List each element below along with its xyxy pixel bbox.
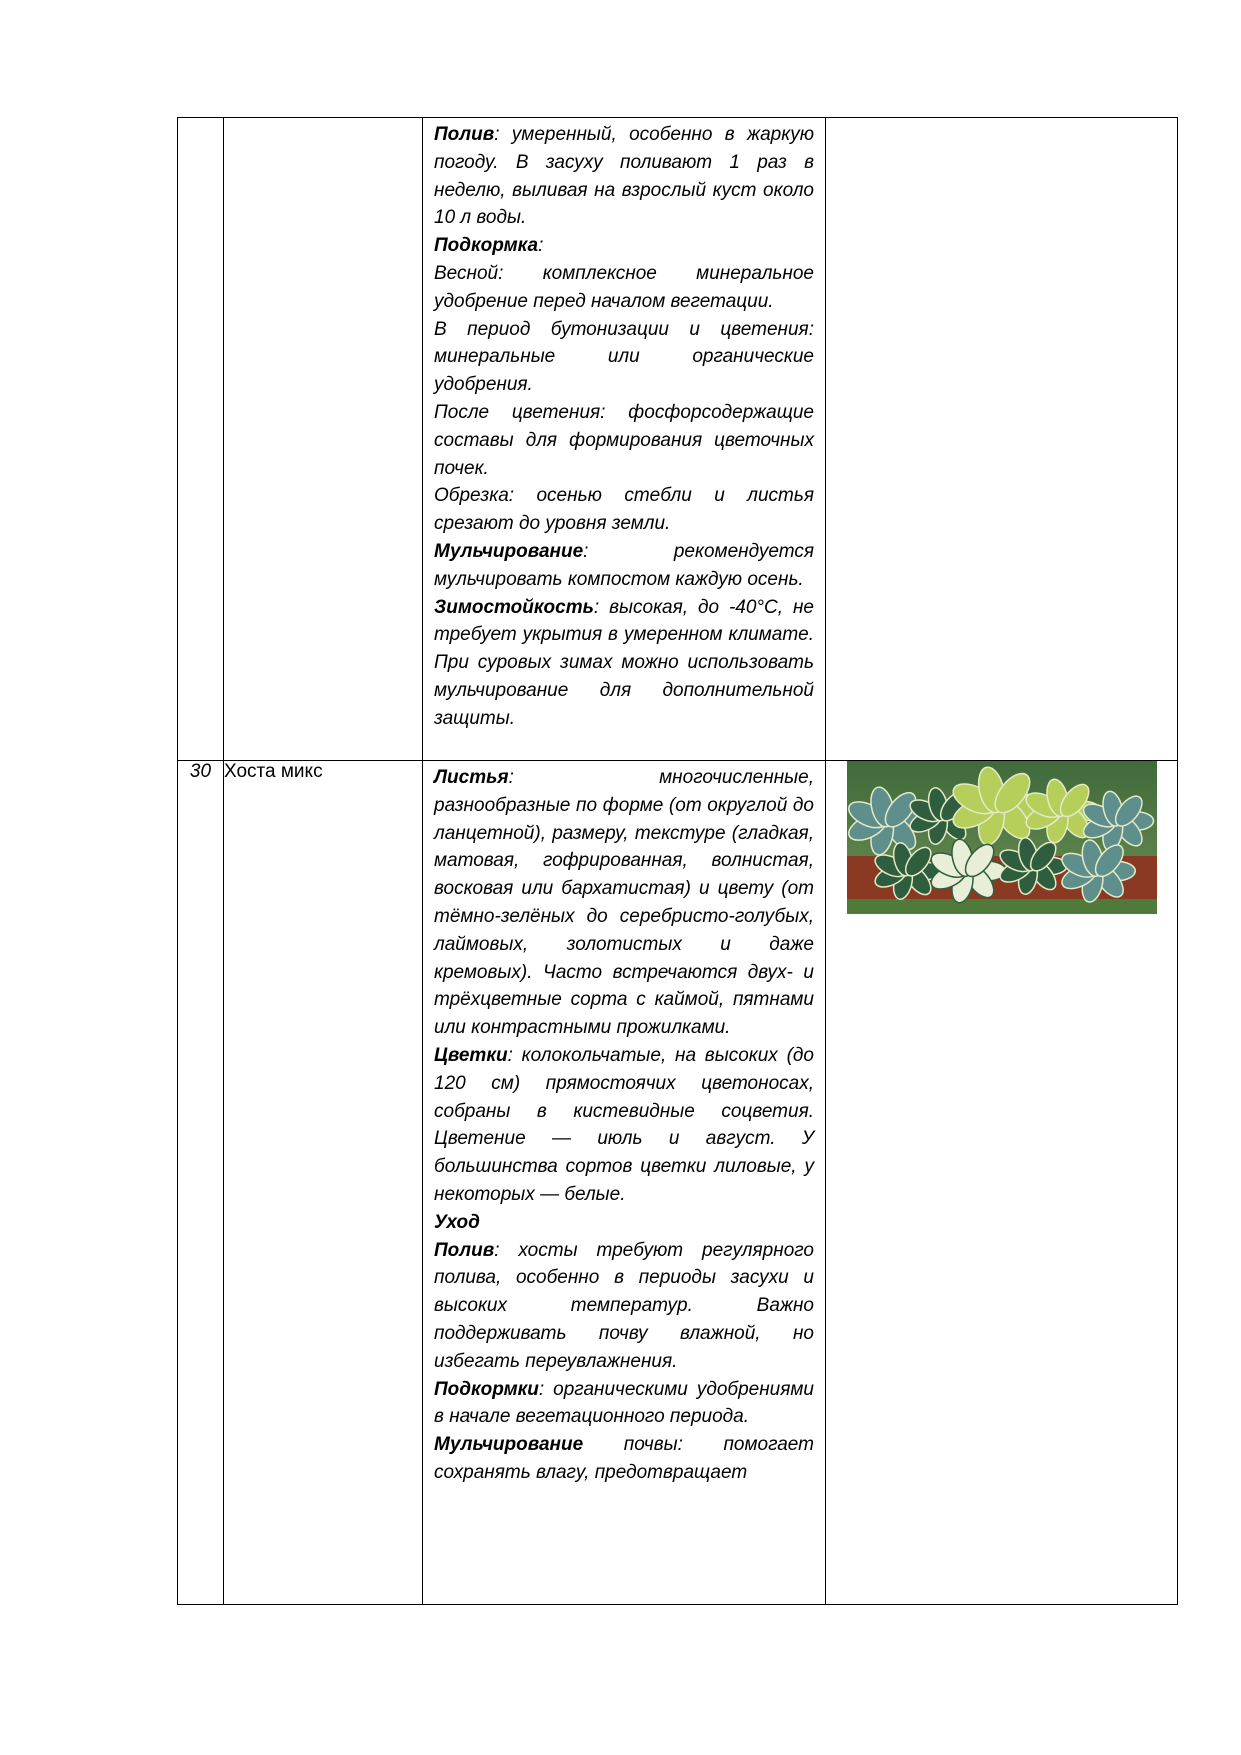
bold-term: Зимостойкость [434, 596, 594, 618]
bold-term: Полив [434, 124, 495, 145]
plant-description [423, 761, 825, 1491]
description-paragraph: Полив: умеренный, особенно в жаркую погоду. В засуху поливают 1 раз в неделю, выливая на взрослый куст около 10 л воды. [434, 124, 814, 229]
bold-term: Мульчирование [434, 540, 584, 562]
bold-term: Листья [434, 767, 509, 788]
bold-term: Подкормки [434, 1378, 539, 1400]
description-paragraph: В период бутонизации и цветения: минеральные или органические удобрения. [434, 318, 814, 396]
plant-name-cell [224, 118, 423, 761]
plant-table [177, 117, 1178, 1605]
table-row [178, 761, 1178, 1605]
description-paragraph: Обрезка: осенью стебли и листья срезают до уровня земли. [434, 485, 814, 535]
description-paragraph: После цветения: фосфорсодержащие составы для формирования цветочных почек. [434, 401, 814, 479]
plant-name-cell: Хоста микс [224, 761, 423, 1605]
description-paragraph [434, 1209, 814, 1237]
bold-term: Подкормка [434, 235, 539, 257]
hosta-photo [847, 761, 1157, 914]
description-paragraph: Подкормка: [434, 235, 544, 257]
bold-term: Цветки [434, 1044, 508, 1066]
description-paragraph: Мульчирование почвы: помогает сохранять влагу, предотвращает [434, 1434, 814, 1483]
description-paragraph: Листья: многочисленные, разнообразные по форме (от округлой до ланцетной), размеру, текстуре (гладкая, матовая, гофрированная, волнистая, восковая или бархатистая) и цвету (от тёмно-зелёных до серебристо-голубых, лаймовых, золотистых и даже кремовых). Часто встречаются двух- и трёхцветные сорта с каймой, пятнами или контрастными прожилками. [434, 767, 814, 1039]
bold-term: Уход [434, 1211, 480, 1233]
description-cell [423, 761, 826, 1605]
description-paragraph: Цветки: колокольчатые, на высоких (до 120 см) прямостоячих цветоносах, собраны в кистевидные соцветия. Цветение — июль и август. У большинства сортов цветки лиловые, у некоторых — белые. [434, 1044, 814, 1205]
row-number-cell: 30 [178, 761, 224, 1605]
description-cell [423, 118, 826, 761]
bold-term: Мульчирование [434, 1434, 584, 1456]
description-paragraph: Весной: комплексное минеральное удобрение перед началом вегетации. [434, 262, 814, 312]
photo-cell [826, 761, 1178, 1605]
care-description [423, 118, 825, 737]
table-row [178, 118, 1178, 761]
description-paragraph: Зимостойкость: высокая, до -40°С, не требует укрытия в умеренном климате. При суровых зимах можно использовать мульчирование для дополнительной защиты. [434, 596, 814, 729]
photo-cell-empty [826, 118, 1178, 761]
bold-term: Полив [434, 1239, 495, 1261]
description-paragraph: Мульчирование: рекомендуется мульчировать компостом каждую осень. [434, 540, 814, 590]
description-paragraph: Подкормки: органическими удобрениями в начале вегетационного периода. [434, 1378, 814, 1428]
description-paragraph: Полив: хосты требуют регулярного полива, особенно в периоды засухи и высоких температур. Важно поддерживать почву влажной, но избегать переувлажнения. [434, 1239, 814, 1372]
row-number-cell [178, 118, 224, 761]
